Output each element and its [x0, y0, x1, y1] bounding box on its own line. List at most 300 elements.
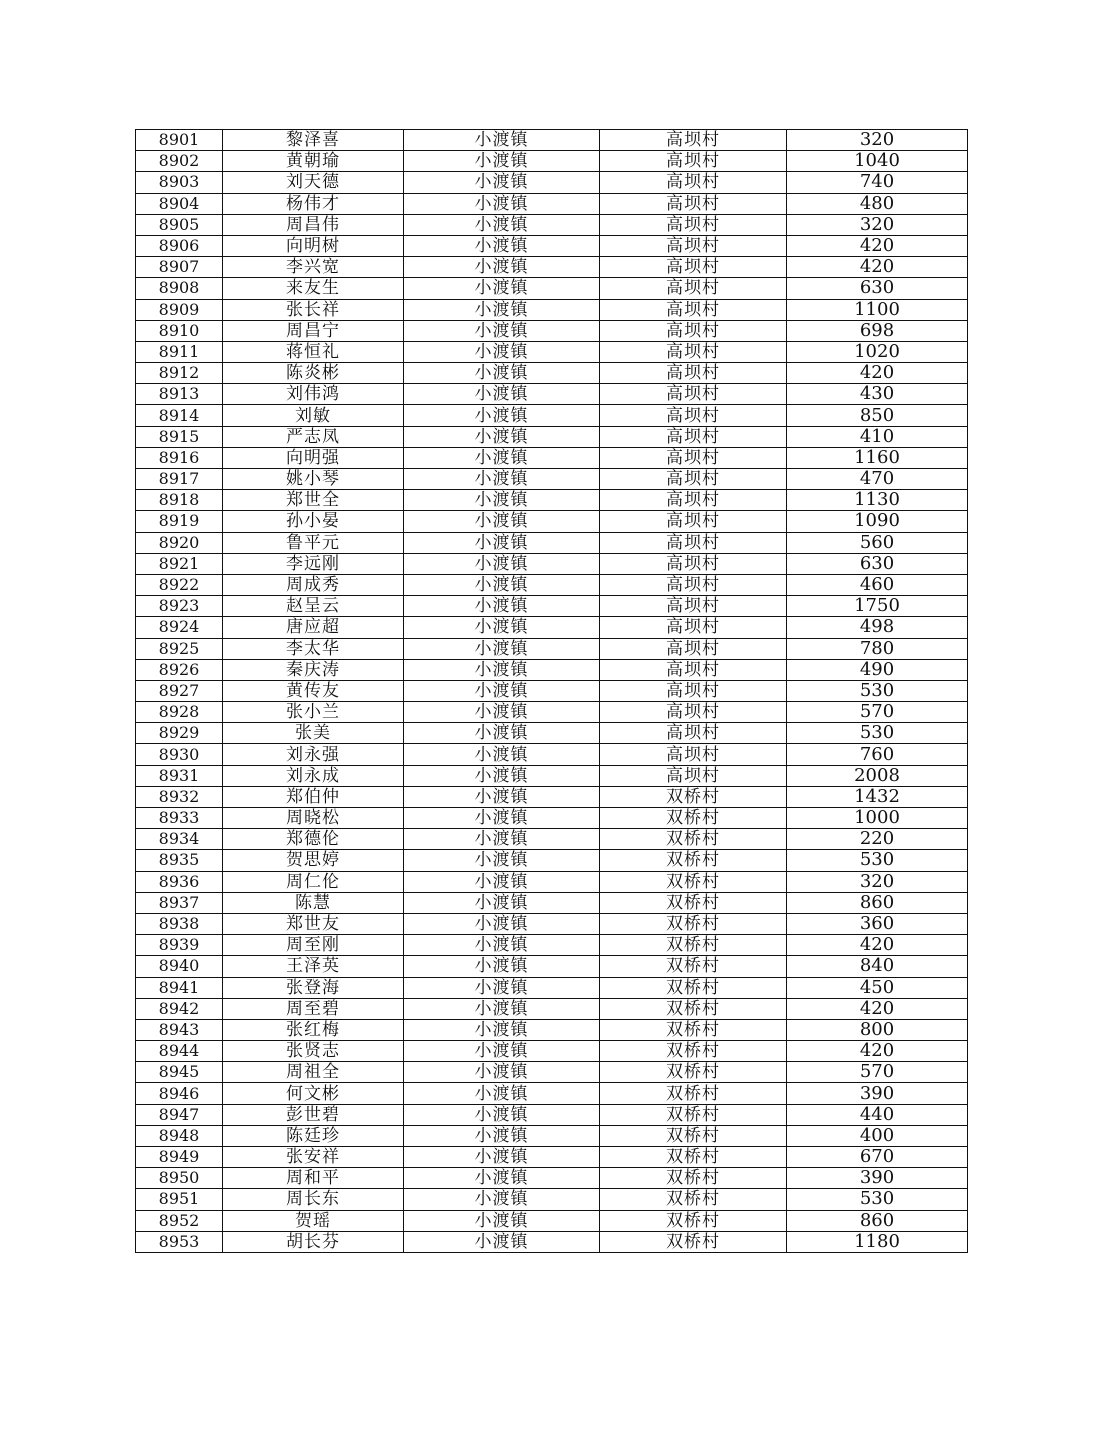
table-row [136, 1062, 968, 1083]
village-cell: 高坝村 [600, 532, 787, 553]
name-cell: 刘永成 [223, 765, 404, 786]
row-number-cell: 8926 [136, 659, 223, 680]
row-number-cell: 8938 [136, 913, 223, 934]
row-number-cell: 8939 [136, 935, 223, 956]
village-cell: 高坝村 [600, 553, 787, 574]
row-number-cell: 8913 [136, 384, 223, 405]
amount-cell: 1180 [787, 1231, 968, 1252]
table-row [136, 596, 968, 617]
row-number-cell: 8937 [136, 892, 223, 913]
town-cell: 小渡镇 [404, 617, 600, 638]
row-number-cell: 8953 [136, 1231, 223, 1252]
table-row [136, 1210, 968, 1231]
row-number-cell: 8903 [136, 172, 223, 193]
village-cell: 高坝村 [600, 172, 787, 193]
row-number-cell: 8916 [136, 447, 223, 468]
row-number-cell: 8927 [136, 680, 223, 701]
table-row [136, 341, 968, 362]
table-row [136, 913, 968, 934]
town-cell: 小渡镇 [404, 702, 600, 723]
village-cell: 双桥村 [600, 1168, 787, 1189]
table-row [136, 363, 968, 384]
table-row [136, 1147, 968, 1168]
village-cell: 高坝村 [600, 320, 787, 341]
name-cell: 孙小晏 [223, 511, 404, 532]
row-number-cell: 8934 [136, 829, 223, 850]
row-number-cell: 8901 [136, 130, 223, 151]
row-number-cell: 8908 [136, 278, 223, 299]
table-row [136, 829, 968, 850]
village-cell: 双桥村 [600, 1147, 787, 1168]
row-number-cell: 8919 [136, 511, 223, 532]
amount-cell: 320 [787, 214, 968, 235]
table-row [136, 892, 968, 913]
name-cell: 唐应超 [223, 617, 404, 638]
village-cell: 高坝村 [600, 638, 787, 659]
table-row [136, 511, 968, 532]
town-cell: 小渡镇 [404, 808, 600, 829]
amount-cell: 420 [787, 363, 968, 384]
table-row [136, 1231, 968, 1252]
village-cell: 双桥村 [600, 1083, 787, 1104]
table-row [136, 808, 968, 829]
row-number-cell: 8922 [136, 574, 223, 595]
row-number-cell: 8946 [136, 1083, 223, 1104]
village-cell: 双桥村 [600, 892, 787, 913]
amount-cell: 1040 [787, 151, 968, 172]
town-cell: 小渡镇 [404, 786, 600, 807]
amount-cell: 760 [787, 744, 968, 765]
town-cell: 小渡镇 [404, 257, 600, 278]
town-cell: 小渡镇 [404, 1104, 600, 1125]
village-cell: 双桥村 [600, 935, 787, 956]
town-cell: 小渡镇 [404, 913, 600, 934]
row-number-cell: 8911 [136, 341, 223, 362]
village-cell: 高坝村 [600, 596, 787, 617]
town-cell: 小渡镇 [404, 723, 600, 744]
town-cell: 小渡镇 [404, 1125, 600, 1146]
amount-cell: 420 [787, 257, 968, 278]
table-row [136, 405, 968, 426]
town-cell: 小渡镇 [404, 426, 600, 447]
name-cell: 贺思婷 [223, 850, 404, 871]
name-cell: 郑德伦 [223, 829, 404, 850]
amount-cell: 450 [787, 977, 968, 998]
town-cell: 小渡镇 [404, 1168, 600, 1189]
village-cell: 高坝村 [600, 469, 787, 490]
village-cell: 双桥村 [600, 1104, 787, 1125]
table-row [136, 193, 968, 214]
village-cell: 高坝村 [600, 257, 787, 278]
row-number-cell: 8949 [136, 1147, 223, 1168]
amount-cell: 860 [787, 1210, 968, 1231]
amount-cell: 470 [787, 469, 968, 490]
town-cell: 小渡镇 [404, 850, 600, 871]
amount-cell: 1750 [787, 596, 968, 617]
name-cell: 周晓松 [223, 808, 404, 829]
town-cell: 小渡镇 [404, 363, 600, 384]
table-row [136, 765, 968, 786]
village-cell: 双桥村 [600, 786, 787, 807]
row-number-cell: 8914 [136, 405, 223, 426]
name-cell: 李太华 [223, 638, 404, 659]
name-cell: 赵呈云 [223, 596, 404, 617]
name-cell: 张登海 [223, 977, 404, 998]
village-cell: 双桥村 [600, 1189, 787, 1210]
village-cell: 高坝村 [600, 341, 787, 362]
amount-cell: 630 [787, 553, 968, 574]
amount-cell: 460 [787, 574, 968, 595]
subsidy-table [135, 129, 968, 1253]
village-cell: 高坝村 [600, 574, 787, 595]
name-cell: 杨伟才 [223, 193, 404, 214]
row-number-cell: 8921 [136, 553, 223, 574]
row-number-cell: 8925 [136, 638, 223, 659]
table-row [136, 1125, 968, 1146]
amount-cell: 1432 [787, 786, 968, 807]
row-number-cell: 8950 [136, 1168, 223, 1189]
village-cell: 双桥村 [600, 998, 787, 1019]
amount-cell: 320 [787, 130, 968, 151]
amount-cell: 570 [787, 702, 968, 723]
amount-cell: 320 [787, 871, 968, 892]
village-cell: 高坝村 [600, 130, 787, 151]
town-cell: 小渡镇 [404, 935, 600, 956]
name-cell: 郑伯仲 [223, 786, 404, 807]
table-row [136, 257, 968, 278]
amount-cell: 1130 [787, 490, 968, 511]
amount-cell: 360 [787, 913, 968, 934]
table-row [136, 935, 968, 956]
name-cell: 张贤志 [223, 1041, 404, 1062]
town-cell: 小渡镇 [404, 1189, 600, 1210]
amount-cell: 698 [787, 320, 968, 341]
village-cell: 双桥村 [600, 956, 787, 977]
row-number-cell: 8917 [136, 469, 223, 490]
table-row [136, 151, 968, 172]
village-cell: 高坝村 [600, 744, 787, 765]
amount-cell: 420 [787, 935, 968, 956]
village-cell: 高坝村 [600, 363, 787, 384]
name-cell: 来友生 [223, 278, 404, 299]
village-cell: 高坝村 [600, 702, 787, 723]
amount-cell: 440 [787, 1104, 968, 1125]
amount-cell: 480 [787, 193, 968, 214]
name-cell: 陈慧 [223, 892, 404, 913]
town-cell: 小渡镇 [404, 511, 600, 532]
amount-cell: 530 [787, 1189, 968, 1210]
town-cell: 小渡镇 [404, 977, 600, 998]
village-cell: 高坝村 [600, 426, 787, 447]
row-number-cell: 8931 [136, 765, 223, 786]
name-cell: 刘伟鸿 [223, 384, 404, 405]
table-row [136, 214, 968, 235]
town-cell: 小渡镇 [404, 1210, 600, 1231]
name-cell: 张红梅 [223, 1019, 404, 1040]
table-row [136, 235, 968, 256]
village-cell: 高坝村 [600, 723, 787, 744]
name-cell: 黎泽喜 [223, 130, 404, 151]
town-cell: 小渡镇 [404, 384, 600, 405]
name-cell: 蒋恒礼 [223, 341, 404, 362]
amount-cell: 670 [787, 1147, 968, 1168]
amount-cell: 530 [787, 723, 968, 744]
amount-cell: 560 [787, 532, 968, 553]
row-number-cell: 8944 [136, 1041, 223, 1062]
village-cell: 双桥村 [600, 1019, 787, 1040]
table-row [136, 1019, 968, 1040]
name-cell: 郑世友 [223, 913, 404, 934]
town-cell: 小渡镇 [404, 447, 600, 468]
name-cell: 周至碧 [223, 998, 404, 1019]
table-row [136, 956, 968, 977]
name-cell: 郑世全 [223, 490, 404, 511]
amount-cell: 400 [787, 1125, 968, 1146]
village-cell: 高坝村 [600, 617, 787, 638]
row-number-cell: 8920 [136, 532, 223, 553]
row-number-cell: 8928 [136, 702, 223, 723]
town-cell: 小渡镇 [404, 659, 600, 680]
amount-cell: 420 [787, 998, 968, 1019]
amount-cell: 410 [787, 426, 968, 447]
name-cell: 李远刚 [223, 553, 404, 574]
amount-cell: 430 [787, 384, 968, 405]
row-number-cell: 8906 [136, 235, 223, 256]
name-cell: 陈廷珍 [223, 1125, 404, 1146]
amount-cell: 420 [787, 235, 968, 256]
row-number-cell: 8905 [136, 214, 223, 235]
name-cell: 姚小琴 [223, 469, 404, 490]
amount-cell: 780 [787, 638, 968, 659]
row-number-cell: 8940 [136, 956, 223, 977]
table-row [136, 786, 968, 807]
town-cell: 小渡镇 [404, 956, 600, 977]
village-cell: 双桥村 [600, 1125, 787, 1146]
village-cell: 双桥村 [600, 871, 787, 892]
row-number-cell: 8932 [136, 786, 223, 807]
town-cell: 小渡镇 [404, 1062, 600, 1083]
village-cell: 高坝村 [600, 214, 787, 235]
town-cell: 小渡镇 [404, 278, 600, 299]
town-cell: 小渡镇 [404, 1147, 600, 1168]
row-number-cell: 8933 [136, 808, 223, 829]
town-cell: 小渡镇 [404, 299, 600, 320]
amount-cell: 860 [787, 892, 968, 913]
row-number-cell: 8915 [136, 426, 223, 447]
name-cell: 彭世碧 [223, 1104, 404, 1125]
village-cell: 双桥村 [600, 1210, 787, 1231]
town-cell: 小渡镇 [404, 532, 600, 553]
village-cell: 高坝村 [600, 765, 787, 786]
name-cell: 严志凤 [223, 426, 404, 447]
amount-cell: 420 [787, 1041, 968, 1062]
table-row [136, 977, 968, 998]
table-row [136, 172, 968, 193]
name-cell: 贺瑶 [223, 1210, 404, 1231]
row-number-cell: 8907 [136, 257, 223, 278]
town-cell: 小渡镇 [404, 172, 600, 193]
amount-cell: 390 [787, 1168, 968, 1189]
row-number-cell: 8923 [136, 596, 223, 617]
town-cell: 小渡镇 [404, 235, 600, 256]
row-number-cell: 8947 [136, 1104, 223, 1125]
town-cell: 小渡镇 [404, 680, 600, 701]
name-cell: 鲁平元 [223, 532, 404, 553]
table-row [136, 1041, 968, 1062]
name-cell: 黄传友 [223, 680, 404, 701]
name-cell: 周至刚 [223, 935, 404, 956]
table-row [136, 447, 968, 468]
town-cell: 小渡镇 [404, 1019, 600, 1040]
amount-cell: 570 [787, 1062, 968, 1083]
town-cell: 小渡镇 [404, 744, 600, 765]
town-cell: 小渡镇 [404, 130, 600, 151]
village-cell: 高坝村 [600, 278, 787, 299]
name-cell: 刘天德 [223, 172, 404, 193]
row-number-cell: 8912 [136, 363, 223, 384]
row-number-cell: 8902 [136, 151, 223, 172]
row-number-cell: 8918 [136, 490, 223, 511]
name-cell: 向明树 [223, 235, 404, 256]
town-cell: 小渡镇 [404, 193, 600, 214]
town-cell: 小渡镇 [404, 574, 600, 595]
table-row [136, 1083, 968, 1104]
name-cell: 张安祥 [223, 1147, 404, 1168]
amount-cell: 1100 [787, 299, 968, 320]
town-cell: 小渡镇 [404, 1083, 600, 1104]
name-cell: 胡长芬 [223, 1231, 404, 1252]
amount-cell: 1160 [787, 447, 968, 468]
table-row [136, 617, 968, 638]
town-cell: 小渡镇 [404, 469, 600, 490]
row-number-cell: 8945 [136, 1062, 223, 1083]
village-cell: 高坝村 [600, 447, 787, 468]
village-cell: 双桥村 [600, 829, 787, 850]
village-cell: 双桥村 [600, 1041, 787, 1062]
town-cell: 小渡镇 [404, 596, 600, 617]
village-cell: 双桥村 [600, 977, 787, 998]
amount-cell: 1000 [787, 808, 968, 829]
amount-cell: 850 [787, 405, 968, 426]
village-cell: 高坝村 [600, 299, 787, 320]
amount-cell: 840 [787, 956, 968, 977]
name-cell: 张美 [223, 723, 404, 744]
town-cell: 小渡镇 [404, 341, 600, 362]
table-row [136, 426, 968, 447]
town-cell: 小渡镇 [404, 871, 600, 892]
table-row [136, 574, 968, 595]
name-cell: 何文彬 [223, 1083, 404, 1104]
table-body [136, 130, 968, 1253]
name-cell: 张长祥 [223, 299, 404, 320]
village-cell: 双桥村 [600, 850, 787, 871]
table-row [136, 490, 968, 511]
name-cell: 周和平 [223, 1168, 404, 1189]
town-cell: 小渡镇 [404, 553, 600, 574]
town-cell: 小渡镇 [404, 490, 600, 511]
amount-cell: 1020 [787, 341, 968, 362]
name-cell: 王泽英 [223, 956, 404, 977]
table-row [136, 638, 968, 659]
table-row [136, 723, 968, 744]
amount-cell: 630 [787, 278, 968, 299]
village-cell: 高坝村 [600, 151, 787, 172]
village-cell: 高坝村 [600, 659, 787, 680]
name-cell: 秦庆涛 [223, 659, 404, 680]
table-row [136, 998, 968, 1019]
name-cell: 周祖全 [223, 1062, 404, 1083]
town-cell: 小渡镇 [404, 829, 600, 850]
town-cell: 小渡镇 [404, 765, 600, 786]
table-row [136, 130, 968, 151]
name-cell: 周昌伟 [223, 214, 404, 235]
village-cell: 高坝村 [600, 680, 787, 701]
row-number-cell: 8929 [136, 723, 223, 744]
table-row [136, 702, 968, 723]
table-row [136, 299, 968, 320]
town-cell: 小渡镇 [404, 151, 600, 172]
village-cell: 高坝村 [600, 490, 787, 511]
table-row [136, 278, 968, 299]
amount-cell: 1090 [787, 511, 968, 532]
name-cell: 周仁伦 [223, 871, 404, 892]
table-row [136, 744, 968, 765]
town-cell: 小渡镇 [404, 998, 600, 1019]
table-row [136, 532, 968, 553]
town-cell: 小渡镇 [404, 1041, 600, 1062]
row-number-cell: 8910 [136, 320, 223, 341]
village-cell: 高坝村 [600, 193, 787, 214]
table-row [136, 1168, 968, 1189]
table-row [136, 553, 968, 574]
amount-cell: 490 [787, 659, 968, 680]
row-number-cell: 8935 [136, 850, 223, 871]
town-cell: 小渡镇 [404, 892, 600, 913]
row-number-cell: 8936 [136, 871, 223, 892]
table-row [136, 659, 968, 680]
row-number-cell: 8941 [136, 977, 223, 998]
town-cell: 小渡镇 [404, 1231, 600, 1252]
village-cell: 高坝村 [600, 405, 787, 426]
village-cell: 双桥村 [600, 913, 787, 934]
amount-cell: 390 [787, 1083, 968, 1104]
table-row [136, 850, 968, 871]
name-cell: 刘敏 [223, 405, 404, 426]
amount-cell: 498 [787, 617, 968, 638]
name-cell: 周成秀 [223, 574, 404, 595]
name-cell: 陈炎彬 [223, 363, 404, 384]
row-number-cell: 8943 [136, 1019, 223, 1040]
town-cell: 小渡镇 [404, 638, 600, 659]
town-cell: 小渡镇 [404, 214, 600, 235]
name-cell: 周长东 [223, 1189, 404, 1210]
table-row [136, 1104, 968, 1125]
row-number-cell: 8924 [136, 617, 223, 638]
name-cell: 向明强 [223, 447, 404, 468]
row-number-cell: 8951 [136, 1189, 223, 1210]
table-row [136, 680, 968, 701]
amount-cell: 2008 [787, 765, 968, 786]
village-cell: 双桥村 [600, 808, 787, 829]
table-row [136, 1189, 968, 1210]
row-number-cell: 8952 [136, 1210, 223, 1231]
amount-cell: 800 [787, 1019, 968, 1040]
village-cell: 高坝村 [600, 511, 787, 532]
row-number-cell: 8904 [136, 193, 223, 214]
name-cell: 刘永强 [223, 744, 404, 765]
amount-cell: 530 [787, 680, 968, 701]
name-cell: 黄朝瑜 [223, 151, 404, 172]
